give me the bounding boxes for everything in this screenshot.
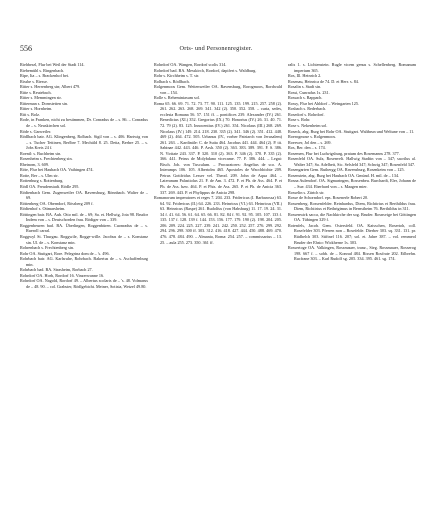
index-entry: Rose s. Nekenheim sol. bbox=[288, 123, 328, 129]
index-entry: Rossi, Cunradus 1s. 231. bbox=[288, 89, 330, 95]
index-entry: Rosna Aulendorf. OA. Sigmaringen, Rossenbeu. Burchardt, Eler, Johann de – Sue. 434. Eberhard von – s. Maagen mier. bbox=[288, 178, 416, 190]
page-number: 556 bbox=[20, 44, 32, 53]
index-entry: Rohrdorf bad. BA. Messkirch, Rordorf, dapifert s. Waldburg. bbox=[154, 67, 257, 73]
index-entry: Rottenburg s. Rottenburg. bbox=[20, 178, 64, 184]
index-entry: Ritter s. Memmingen str. bbox=[20, 95, 62, 101]
index-column-left bbox=[20, 62, 148, 502]
index-entry: Rödl OA. Freudenstadt. Rödle 295. bbox=[20, 184, 80, 190]
index-entry: Rossach s. Rappach. bbox=[288, 95, 323, 101]
index-entry: Ripe, Ita – s. Brackenhof bei. bbox=[20, 73, 70, 79]
index-entry: Rode, in Franken, nicht zu bestimmen, Dr. Conradus de – s. 86. – Conradus de – s. Neuskirchen sol. bbox=[20, 117, 148, 129]
index-column-middle bbox=[154, 62, 282, 502]
index-entry: Rossertoge OA. Valkingen, Rossmauer, tranz., Sieg. Rossmauer, Rosserog 198. 667 f. – sohb. de – Konrad 484. Rissen Rosfrate 202. Eilbrehn. Rucfrane 303. – Karl Rudolf sg. 205. 334. 395. 461. sg. 174. bbox=[288, 245, 416, 262]
index-entry: Rohrdorf OA. Nagold, Rordorf 49. – Albertus scolaris de – 's. 48. Volmarus de – 48. 90. – col. Grabster, Rödlgebicht. Meiner, Sotisia, Wetzel 49.80. bbox=[20, 278, 148, 289]
index-entry: Romanorum imperatores et reges 7. 204. 233. Fridericus (I. Barbarossa) 63. 64. 92. Fridericus (II.) 64. 226. 233. Heinricus (VI.) 63. Heinricus (VII.) 63. Heinricus (Raspe) 261. Rudolfus (von Habsburg) 11. 17. 19. 24. 31. 34 f. 41. 64. 56. 61. 64. 65. 66. 81. 82. 84 f. 91. 92. 95. 105. 107. 133 f. 135. 137 f. 128. 139 f. 144. 153. 156. 177. 179. 190 (2). 198. 204. 205. 206. 209. 224. 225. 227. 239. 241. 242. 250. 252. 257. 276. 299. 292. 294. 296. 298. 300 ff. 303. 312. 416. 418. 427. 444. 450. 488. 469. 470. 476. 478. 484. 490. – Almania, Roma: 254. 257. – commissarius – 13. 25. – aula 255. 273. 350. 361 ff. bbox=[154, 195, 282, 245]
index-entry: Ritterman s. Dornstetten sin. bbox=[20, 100, 69, 106]
index-entry: Rossenwirk sacca, die Nachkirche der sog. Bruder. Rosnsvige bei Göttingen OA. Tübingen 329 f. bbox=[288, 211, 416, 223]
index-entry: Rosenau, Heinrica de 74. D. et Herr. s. 84. bbox=[288, 78, 359, 84]
index-entry: Rohrdorf OA. Wangen, Rordorf scolis 314. bbox=[154, 62, 227, 67]
index-entry: Roggwyl St. Thurgau. Roggwile, Rogge-wille. Jacobus de – s. Konstanz sin. Ul. de – s. Konstanz min. bbox=[20, 233, 148, 245]
index-entry: Rolgenmoos Gem. Weitenweiler OA. Ravensburg, Rorogmoos, Rordwald von – 154. bbox=[154, 84, 282, 95]
index-entry: Rödlbach bair. AG. Klingenberg, Rolbach. Sigil von – s. 406. Hartwig von – s. Tucher Tettinen, Berlbre 7. Mechtild 8. 25. Detta, Berbre 25. – s. Jobs Kreis 24 f. bbox=[20, 134, 148, 151]
index-entry: Rosengarten Gem. Ruthergg OA. Ravensburg, Rosenkeim von – 125. bbox=[288, 167, 405, 173]
index-entry: Rohrbach bair. AG. Karlsruhe, Rohrbach. Bakertus de – s. Aschaffenburg min. bbox=[20, 256, 148, 267]
index-entry: Rosenheim s. Frechtenberg sin. bbox=[20, 156, 73, 162]
index-entry: Rosse de Schorndorf. eps. Rosenerle Robert 20. bbox=[288, 195, 369, 201]
index-entry: Rossy, Flur bei Ahldorf – Weingarten 125. bbox=[288, 100, 359, 106]
index-entry: Rosemen, Flur bei Ludwigsburg, pratum des Rosemanns 278. 377. bbox=[288, 150, 400, 156]
index-entry: Rohr s. Kirchheim s. T. str. bbox=[154, 73, 200, 79]
index-entry: ralis 1. s. Lichtenstein. Rugle vicem genus s. Schellenberg. Romanum imperium 365. bbox=[288, 62, 416, 73]
index-entry: Rosenstein, abg. Burg bei Haubach OA. Gmünd. H. mil. de – 134. bbox=[288, 172, 400, 178]
index-entry: Roseck, abg. Burg bei Rohr OA. Stuttgart. Waltbrun und Weltune von – 11. bbox=[288, 128, 415, 134]
index-entry: Rohr OA. Stuttgart, Rore. Pelegrina dom de – 's. 496. bbox=[20, 250, 110, 256]
index-entry: Rose s. Rohr. bbox=[288, 117, 311, 123]
index-entry: Röttingen bair. BA. Aub. Otto mil. de – 69; Sa. et. Hellwig, Jota 98. Brudor Indem von – s. Deutschorden frau. Rödiger von – 339. bbox=[20, 211, 148, 223]
index-entry: Ritter s. Hornheim. bbox=[20, 106, 53, 112]
page-header bbox=[20, 44, 412, 56]
index-entry: Röte, Flur bei Haubach OA. Vaihingen 474. bbox=[20, 167, 94, 173]
index-entry: Riebemühl s. Ringenbach. bbox=[20, 67, 65, 73]
index-entry: Ritter s. Herrenberg sin; Albert 479. bbox=[20, 84, 81, 90]
index-entry: Rosalin s. Stadt sin. bbox=[288, 84, 322, 90]
index-entry: Röttenberg OA. Oberndorf, Rössberg 209 f. bbox=[20, 200, 94, 206]
index-entry: Rotenfels, Jacob. Gem. Ostersfeld. OA. Kaisschen, Rosertoh, coll. Rosefelder 303. Pferren non – Rosefelde. Dierber 303. sq. 331. 131. pr. Rüdhelch 303. Stiftnel 116. 207; sol. et. Jahre 387. – vol. remmeol Bruder der Ehsto: Wickherne 1s. 303. bbox=[288, 222, 416, 245]
index-entry: Rissbe s. Riesse. bbox=[20, 78, 48, 84]
index-entry: Ritt s. Bolz. bbox=[20, 111, 41, 117]
index-entry: Röde s. Garweiler. bbox=[20, 128, 52, 134]
index-entry: Riehberzl, Flur bei Weil der Stadt 114. bbox=[20, 62, 85, 67]
index-entry: Rolle s. Reheminiasum sol. bbox=[154, 95, 200, 101]
index-entry: Rotte, Ber – s. Ulm str. bbox=[20, 172, 59, 178]
index-entry: Roma 65. 66. 69. 71. 72. 73. 77. 90. 111. 125. 135. 199. 215. 257. 258 (2). 261. 262. 263. 268. 269. 341. 342 (2). 350. 352. 358. – curia, sedes, ecclesia Romana 56. 57. 151 ff. – pontifices 239. Alexander (IV.) 261. Benedictus (XI.) 352. Gregorius (IX.) 70. Honorius (IV.) 26. 31. 40. 71. 72. 79 (2). 83. 125. Innocentius (IV.) 261. 354. Nicolaus (III.) 268. 269. Nicolaus (IV.) 149. 214. 218. 230. 335 (2). 341. 346 (2). 351. 412. 448. 469 (2). 464. 472. 505. Urbanus (IV., vorher Patriarch von Jerusalem) 261. 263. – Kardinäle: C. de Sutta 464. Jacobus 441. 444. 464 (2). P. tit. Sabinae 442. 443. 446. P. Arsh. 350 (2). 363. 383. 389. 391. F. S. 386. N. Viritate 243. 337. P. 320. 310 (2). 363. P. 346 (2). 370. P. 335 (2). 366. 441. Petrus de Molybdano vicecame. 77. F. 386. 444. – Legat: Bisch. Joh. von Tusculum. – Procuratores: Angelius de sco. A. Interamps 106. 105. Albertolm 465. Apostoles de Wacchbichte 209. Petrus Gottfridus Lesser vel. Theod. 209. John de Aqua 464. – Lateranum Palastiolus 21. F. de Am. 3. 472. F. et Ph. de Ass. 464. P. et Ph. de Ass. bzw. 464. P. et Phis. de Ass. 265. P. et Ph. de Anicia 363. 337. 269. 443. P. et Phylippus de Anicia 298. bbox=[154, 100, 282, 195]
index-entry: Ritte s. Reutebach. bbox=[20, 89, 52, 95]
index-entry: Rohrdorf OA. Horb, Rordorf 16. Vinzerwanne 16. bbox=[20, 272, 105, 278]
running-title: Orts- und Personenregister. bbox=[179, 45, 253, 52]
index-entry: Rohrenbach s. Frechtenberg sin. bbox=[20, 245, 74, 251]
index-entry: Rosedorf s. Rohrdorf. bbox=[288, 111, 325, 117]
index-entry: Rossenberg. Rossenfelder. Reinhardus, Diem, Richtirius et Berthildus frau. Diem, Richtirius et Bethrigimus in Bernstheim 76. Berthildus in 311. bbox=[288, 200, 416, 212]
index-entry: Rödtenhof s. Ottmarsheim. bbox=[20, 206, 66, 212]
index-entry: Ros, Ber. den – s. 174. bbox=[288, 145, 326, 151]
index-entry: Rheinom, 3. 609. bbox=[20, 161, 49, 167]
index-entry: Rödtenbach Gem. Zugenweiler OA. Ravensburg, Rönnbach. Walter de – 69. bbox=[20, 189, 148, 201]
index-column-right bbox=[288, 62, 416, 502]
index-entry: Rosselin s. Zürich str. bbox=[288, 189, 325, 195]
index-entry: Roerogmose s. Rolgenmoos. bbox=[288, 134, 337, 140]
index-entry: Roerwer, Jol den – s. 269. bbox=[288, 139, 332, 145]
index-entry: Rolbach s. Rödlbach. bbox=[154, 78, 190, 84]
index-entry: Roenil: s. Buchheim sin. bbox=[20, 150, 62, 156]
index-entry: Rosbach s. Rederbach. bbox=[288, 106, 327, 112]
index-entry: Rosenfeld OA. Sulz, Rosenvelt. Hallwig Stadtin von – 347; sacrilus al. Walter 347; Sa. Adelheit, Sic. Selsfeld 347; Schwig 347; Rosenfeld 347. bbox=[288, 156, 416, 167]
index-entry: Rohrbach bad. BA. Strasheim, Rorbach 27. bbox=[20, 267, 93, 273]
index-entry: Roggenbeuren bad. BA. Überlingen, Roggenbüren. Cuonradus de – s. Rueroll carral. bbox=[20, 222, 148, 234]
index-entry: Ros, Ill. Heinrich 2. bbox=[288, 73, 322, 79]
